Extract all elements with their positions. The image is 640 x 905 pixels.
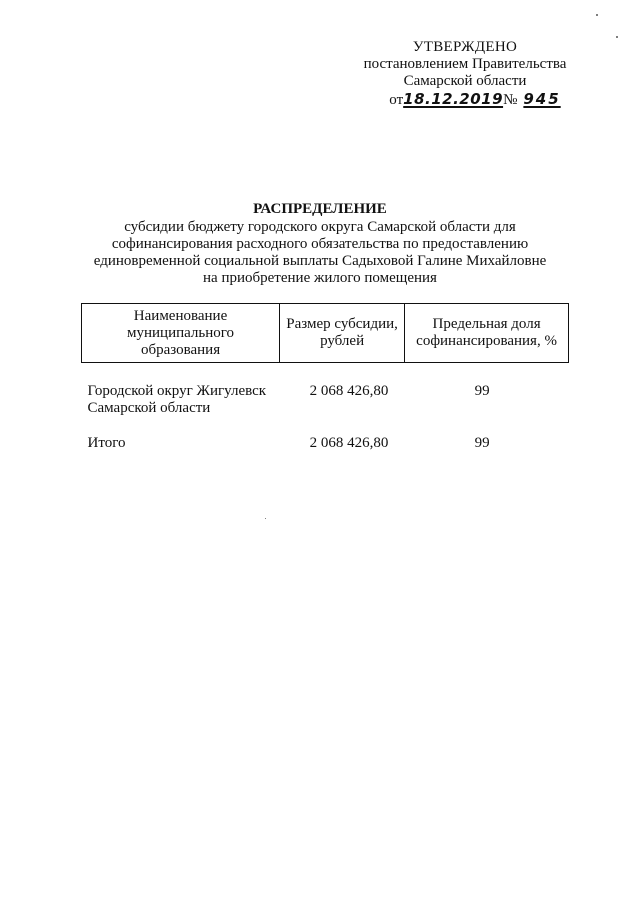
total-row — [82, 435, 569, 452]
total-label: Итого — [87, 435, 126, 451]
document-heading — [60, 201, 580, 287]
row-municipality — [82, 383, 280, 417]
heading-line-4: на приобретение жилого помещения — [203, 270, 437, 286]
scan-speck — [616, 36, 618, 38]
table-row — [82, 383, 569, 417]
header-share: Предельная доля софинансирования, % — [405, 304, 569, 363]
row-municipality-line-1: Городской округ Жигулевск — [87, 383, 267, 399]
distribution-table — [81, 303, 569, 452]
handwritten-date: 18.12.2019 — [403, 90, 504, 108]
number-sign: № — [503, 92, 518, 108]
approval-block — [350, 39, 580, 109]
header-municipality: Наименование муниципального образования — [82, 304, 280, 363]
heading-line-2: софинансирования расходного обязательства по предоставлению — [111, 236, 529, 252]
header-amount: Размер субсидии, рублей — [280, 304, 405, 363]
total-share: 99 — [474, 435, 490, 451]
heading-line-1: субсидии бюджету городского округа Самарской области для — [124, 219, 516, 235]
subsidy-table — [81, 303, 569, 452]
row-share: 99 — [474, 383, 490, 399]
row-municipality-line-2: Самарской области — [87, 400, 211, 416]
approval-line-1: постановлением Правительства — [363, 56, 567, 72]
approval-date-line — [350, 91, 580, 109]
scan-speck — [596, 14, 598, 16]
scan-speck — [265, 518, 266, 519]
row-amount: 2 068 426,80 — [309, 383, 389, 399]
heading-line-3: единовременной социальной выплаты Садыховой Галине Михайловне — [93, 253, 547, 269]
total-amount: 2 068 426,80 — [309, 435, 389, 451]
date-prefix: от — [389, 92, 404, 108]
approval-line-2: Самарской области — [403, 73, 527, 89]
approval-title: УТВЕРЖДЕНО — [412, 39, 518, 55]
handwritten-number: 945 — [523, 90, 561, 108]
document-title: РАСПРЕДЕЛЕНИЕ — [253, 201, 387, 217]
table-header-row — [82, 304, 569, 363]
